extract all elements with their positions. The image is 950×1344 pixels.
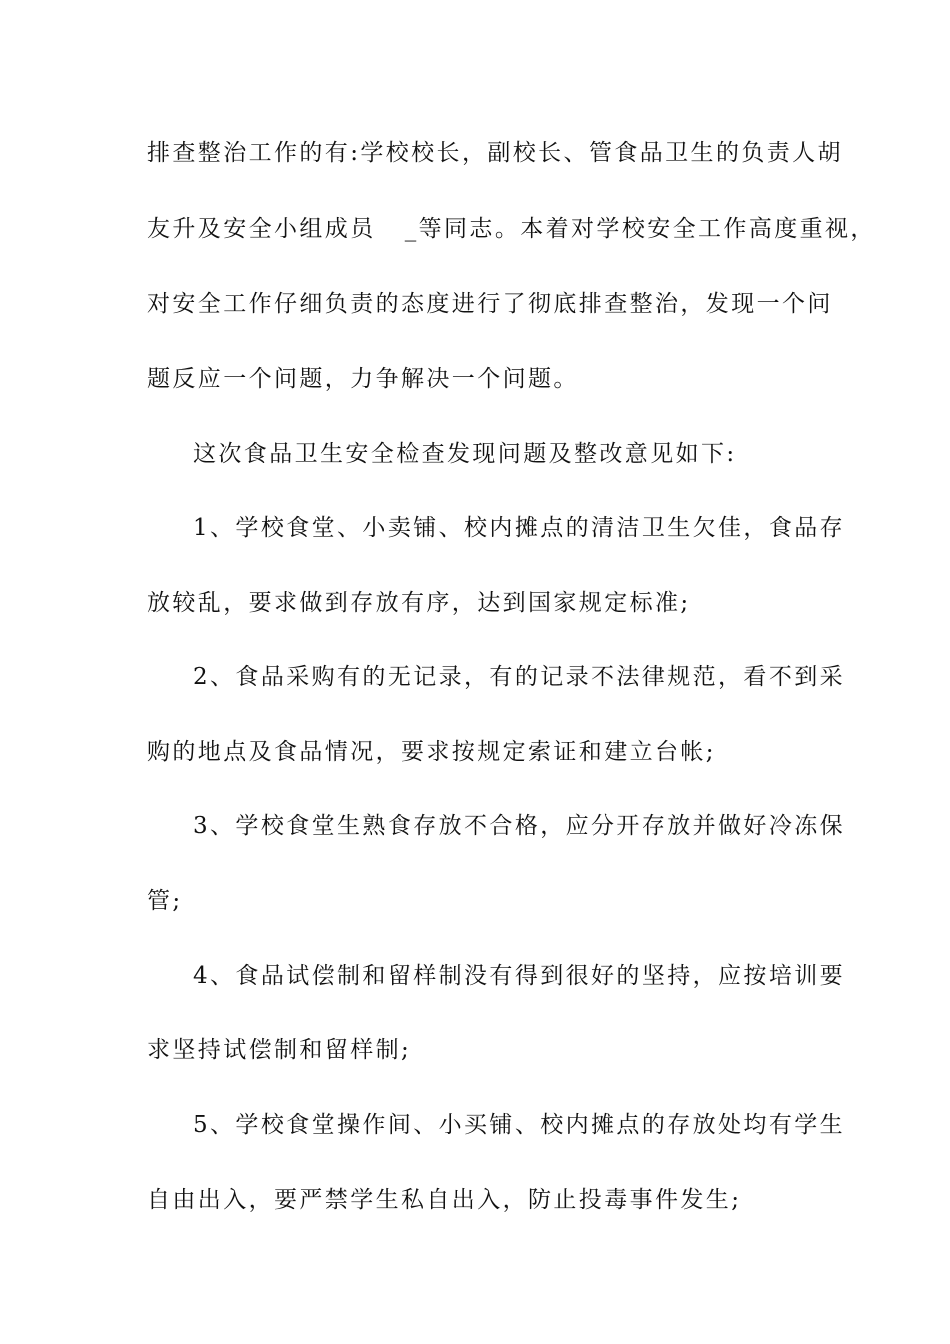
text-line: 友升及安全小组成员 _等同志。本着对学校安全工作高度重视， bbox=[147, 216, 876, 242]
text-line: 求坚持试偿制和留样制; bbox=[147, 1037, 412, 1063]
text-line: 管; bbox=[147, 888, 183, 914]
paragraph-intro: 这次食品卫生安全检查发现问题及整改意见如下: bbox=[193, 441, 737, 467]
text-line: 放较乱，要求做到存放有序，达到国家规定标准; bbox=[147, 590, 691, 616]
list-item-4: 4、食品试偿制和留样制没有得到很好的坚持，应按培训要 bbox=[193, 963, 846, 989]
list-item-2: 2、食品采购有的无记录，有的记录不法律规范，看不到采 bbox=[193, 664, 846, 690]
text-line: 排查整治工作的有:学校校长，副校长、管食品卫生的负责人胡 bbox=[147, 140, 843, 166]
text-line: 购的地点及食品情况，要求按规定索证和建立台帐; bbox=[147, 739, 716, 765]
text-line: 自由出入，要严禁学生私自出入，防止投毒事件发生; bbox=[147, 1187, 742, 1213]
list-item-5: 5、学校食堂操作间、小买铺、校内摊点的存放处均有学生 bbox=[193, 1112, 846, 1138]
list-item-1: 1、学校食堂、小卖铺、校内摊点的清洁卫生欠佳，食品存 bbox=[193, 515, 846, 541]
list-item-3: 3、学校食堂生熟食存放不合格，应分开存放并做好冷冻保 bbox=[193, 813, 846, 839]
text-line: 题反应一个问题，力争解决一个问题。 bbox=[147, 366, 579, 392]
text-line: 对安全工作仔细负责的态度进行了彻底排查整治，发现一个问 bbox=[147, 291, 833, 317]
